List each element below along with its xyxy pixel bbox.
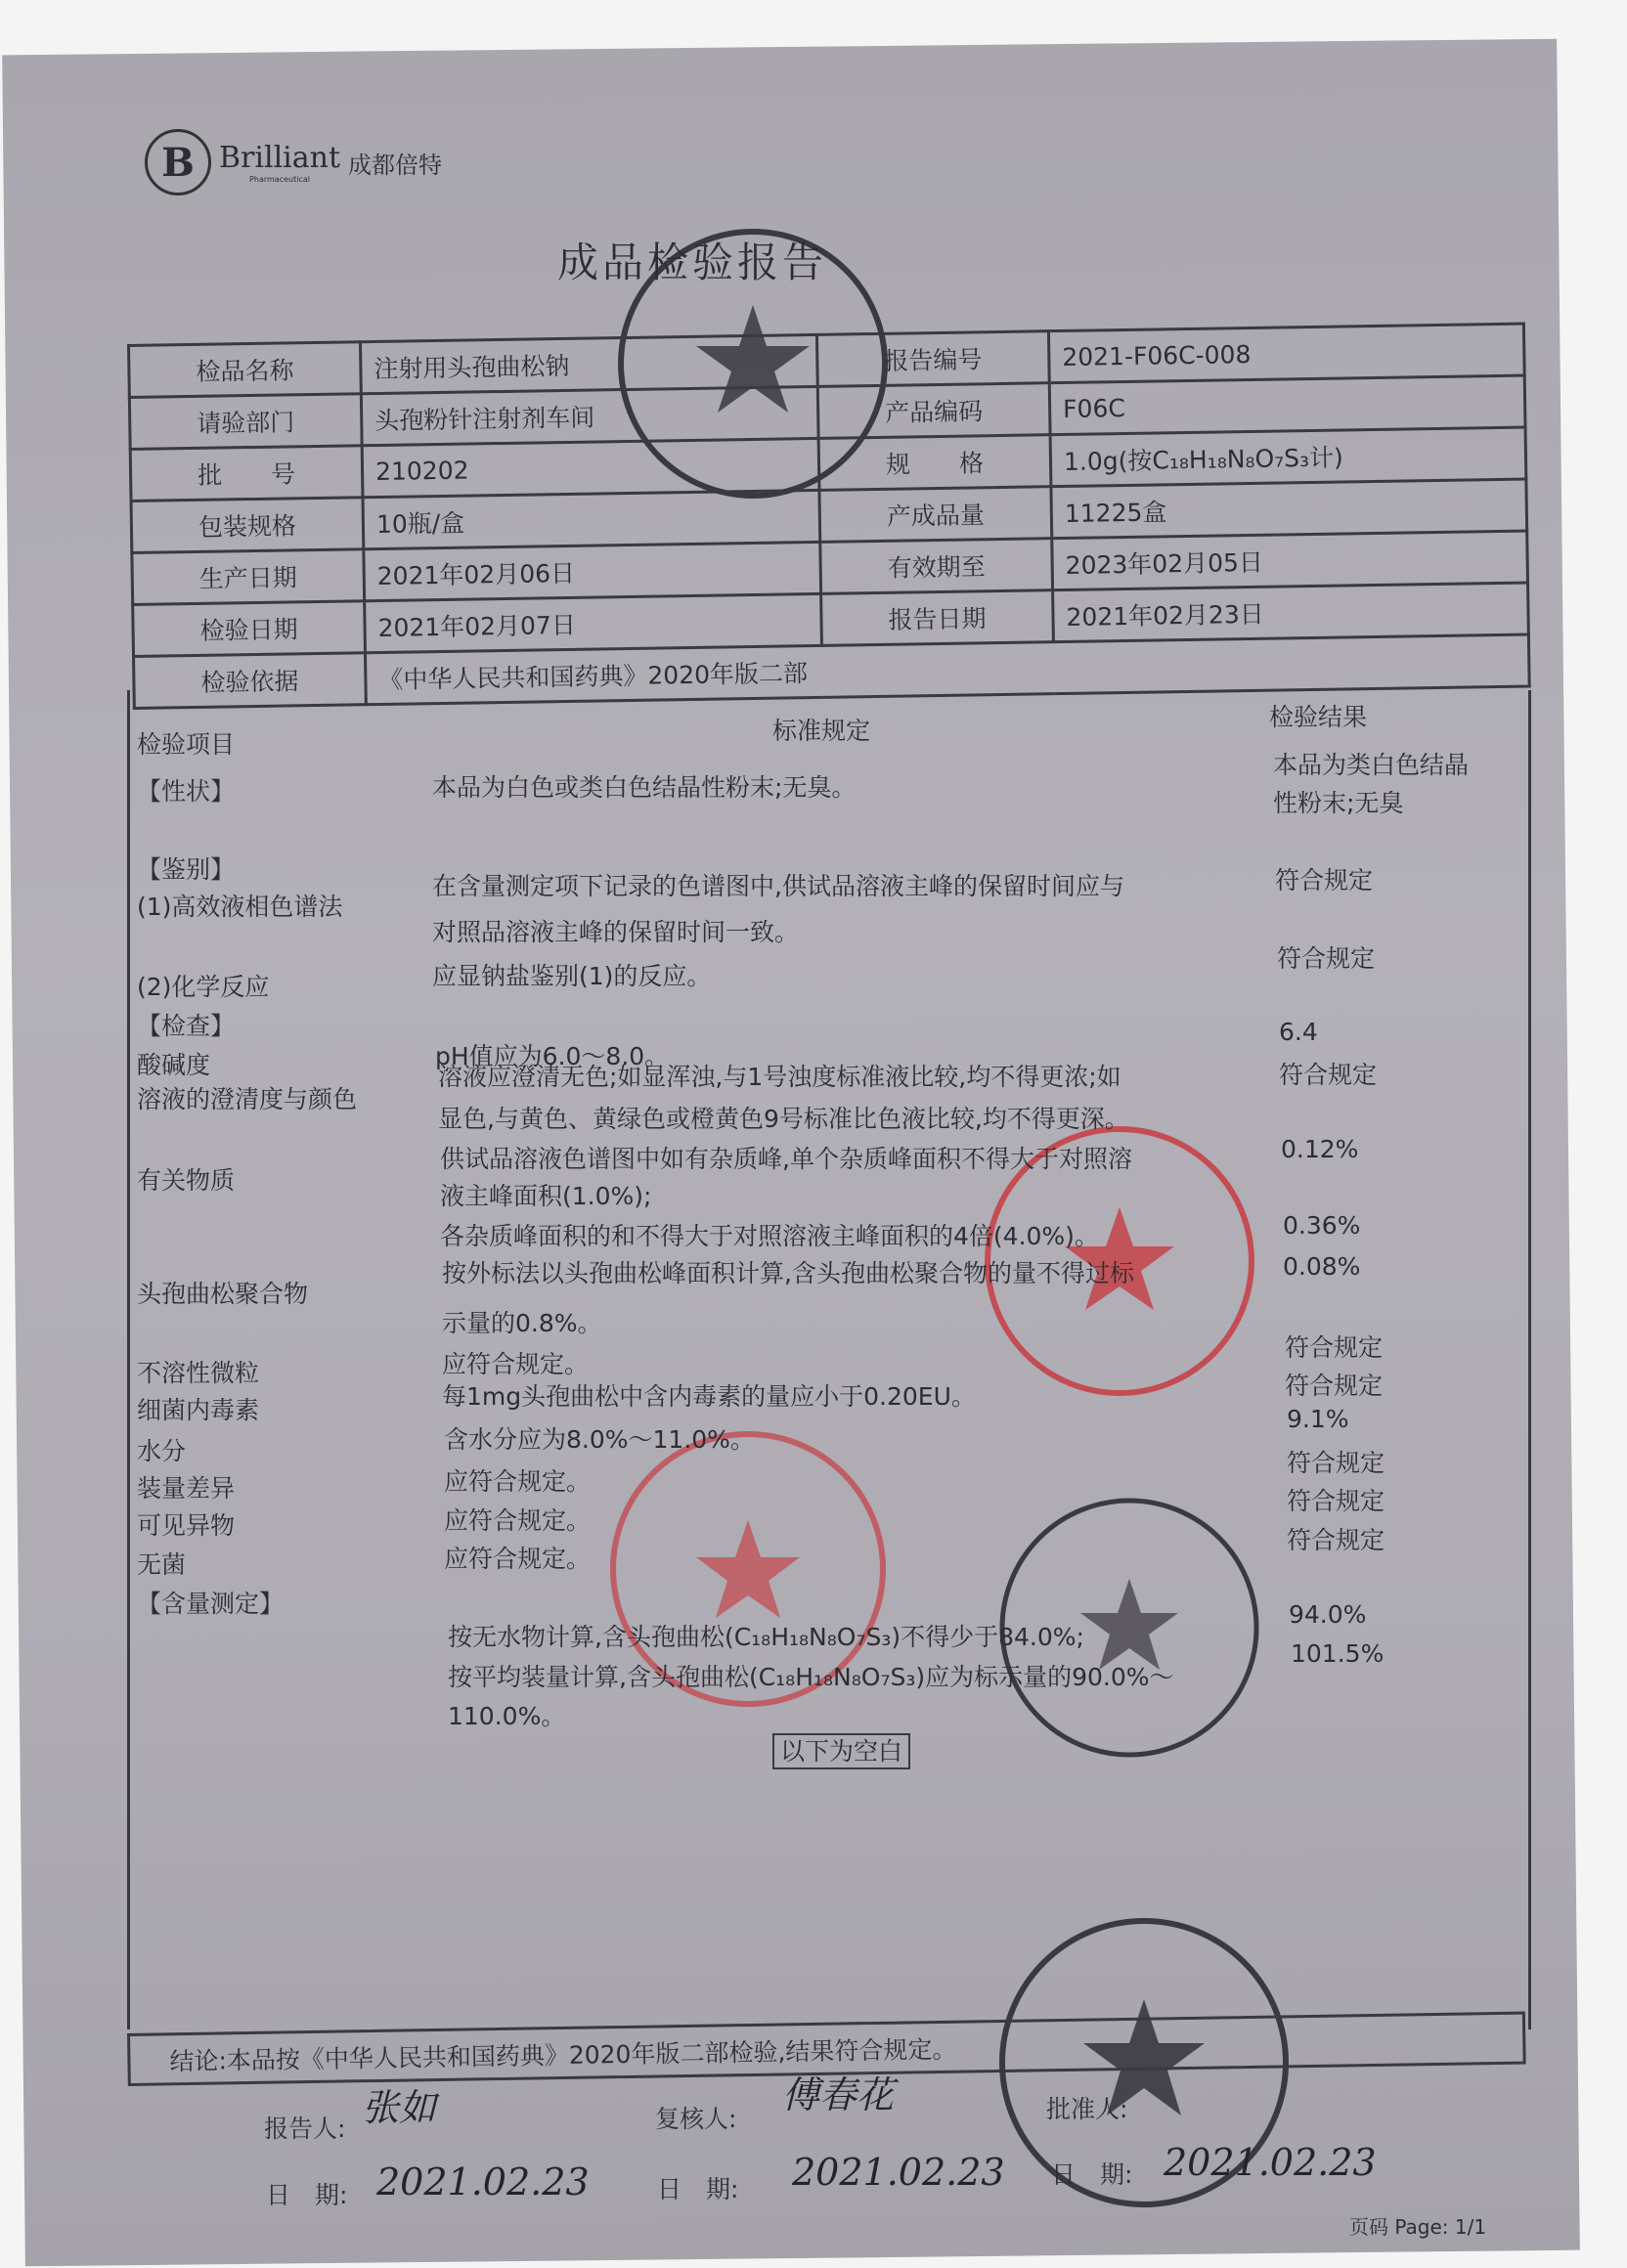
- result: 符合规定: [1287, 1487, 1385, 1515]
- label: 批 号: [130, 446, 363, 502]
- value: 210202: [362, 438, 819, 497]
- item: 头孢曲松聚合物: [137, 1280, 309, 1308]
- standard: 110.0%。: [448, 1702, 566, 1730]
- item: (2)化学反应: [137, 973, 270, 1001]
- star-icon: [696, 1520, 800, 1618]
- value: 2021-F06C-008: [1048, 324, 1524, 383]
- value: 头孢粉针注射剂车间: [361, 386, 818, 445]
- item: 细菌内毒素: [137, 1396, 260, 1424]
- logo-b-icon: B: [145, 129, 211, 196]
- standard: 每1mg头孢曲松中含内毒素的量应小于0.20EU。: [442, 1382, 976, 1411]
- value: 2021年02月23日: [1053, 583, 1529, 642]
- item: 不溶性微粒: [137, 1359, 260, 1387]
- item: 有关物质: [137, 1166, 236, 1195]
- page-number: 页码 Page: 1/1: [1349, 2215, 1487, 2239]
- label: 规 格: [818, 435, 1051, 491]
- reporter-label: 报告人:: [264, 2115, 346, 2143]
- label: 产品编码: [817, 383, 1050, 439]
- label: 检品名称: [129, 342, 362, 398]
- item: 装量差异: [137, 1474, 236, 1503]
- standard: 示量的0.8%。: [442, 1309, 602, 1337]
- standard: 本品为白色或类白色结晶性粉末;无臭。: [432, 773, 857, 802]
- value: 10瓶/盒: [363, 490, 820, 548]
- item: (1)高效液相色谱法: [137, 893, 343, 921]
- brand-name: Brilliant: [219, 141, 341, 175]
- result: 本品为类白色结晶: [1273, 751, 1470, 779]
- result: 9.1%: [1287, 1405, 1349, 1433]
- item: 水分: [137, 1437, 187, 1465]
- value: 2021年02月06日: [364, 542, 821, 600]
- date-label: 日 期:: [657, 2175, 739, 2203]
- brand-sub: Pharmaceutical: [249, 175, 310, 184]
- standard: 按外标法以头孢曲松峰面积计算,含头孢曲松聚合物的量不得过标: [442, 1259, 1134, 1287]
- col-standard: 标准规定: [772, 717, 871, 745]
- result: 符合规定: [1287, 1449, 1385, 1477]
- item: 【鉴别】: [137, 855, 236, 884]
- value: 注射用头孢曲松钠: [360, 334, 817, 393]
- result: 符合规定: [1277, 944, 1376, 973]
- label: 产成品量: [819, 487, 1052, 543]
- result: 符合规定: [1285, 1372, 1384, 1400]
- col-item: 检验项目: [137, 730, 236, 759]
- reporter-date: 2021.02.23: [376, 2160, 590, 2203]
- company-logo: [145, 129, 442, 196]
- brand-cn: 成都倍特: [348, 151, 443, 179]
- result: 0.08%: [1283, 1252, 1361, 1281]
- reporter-signature: 张如: [362, 2086, 437, 2129]
- standard: 对照品溶液主峰的保留时间一致。: [432, 918, 800, 946]
- standard: 应符合规定。: [444, 1506, 592, 1535]
- label: 报告日期: [821, 590, 1054, 646]
- item: 【性状】: [137, 777, 236, 806]
- standard: 应符合规定。: [444, 1545, 592, 1573]
- result: 0.36%: [1283, 1211, 1361, 1240]
- label: 有效期至: [820, 539, 1053, 594]
- result: 0.12%: [1281, 1135, 1359, 1163]
- label: 请验部门: [129, 394, 362, 450]
- value: F06C: [1049, 375, 1525, 435]
- item: 溶液的澄清度与颜色: [137, 1085, 358, 1113]
- approver-date: 2021.02.23: [1164, 2141, 1377, 2184]
- reviewer-signature: 傅春花: [782, 2073, 895, 2116]
- label: 包装规格: [131, 498, 364, 553]
- report-title: 成品检验报告: [557, 239, 828, 286]
- standard: 显色,与黄色、黄绿色或橙黄色9号标准比色液比较,均不得更深。: [438, 1105, 1129, 1133]
- standard: 液主峰面积(1.0%);: [440, 1182, 652, 1210]
- value: 1.0g(按C₁₈H₁₈N₈O₇S₃计): [1050, 427, 1526, 487]
- item: 【含量测定】: [137, 1590, 285, 1618]
- standard: 按无水物计算,含头孢曲松(C₁₈H₁₈N₈O₇S₃)不得少于84.0%;: [448, 1623, 1084, 1651]
- col-result: 检验结果: [1269, 703, 1368, 731]
- result: 符合规定: [1279, 1061, 1378, 1089]
- standard: 溶液应澄清无色;如显浑浊,与1号浊度标准液比较,均不得更浓;如: [438, 1063, 1121, 1091]
- result: 6.4: [1279, 1018, 1318, 1046]
- value: 2021年02月07日: [365, 593, 822, 652]
- date-label: 日 期:: [266, 2181, 348, 2209]
- item: 无菌: [137, 1550, 187, 1579]
- result: 94.0%: [1289, 1600, 1367, 1629]
- result: 符合规定: [1275, 866, 1374, 894]
- value: 2023年02月05日: [1052, 531, 1528, 590]
- standard: 含水分应为8.0%～11.0%。: [444, 1425, 755, 1454]
- label: 生产日期: [132, 549, 365, 605]
- standard: 应符合规定。: [442, 1350, 590, 1378]
- info-table: [127, 323, 1531, 710]
- value: 《中华人民共和国药典》2020年版二部: [365, 634, 1529, 705]
- result: 符合规定: [1287, 1526, 1385, 1554]
- standard: 各杂质峰面积的和不得大于对照溶液主峰面积的4倍(4.0%)。: [440, 1222, 1099, 1250]
- item: 可见异物: [137, 1511, 236, 1540]
- result: 101.5%: [1291, 1639, 1385, 1668]
- standard: 在含量测定项下记录的色谱图中,供试品溶液主峰的保留时间应与: [432, 872, 1124, 900]
- label: 检验依据: [134, 653, 367, 709]
- value: 11225盒: [1051, 479, 1527, 539]
- standard: 按平均装量计算,含头孢曲松(C₁₈H₁₈N₈O₇S₃)应为标示量的90.0%～: [448, 1663, 1174, 1691]
- label: 检验日期: [133, 601, 366, 657]
- reviewer-date: 2021.02.23: [792, 2151, 1005, 2194]
- standard: 供试品溶液色谱图中如有杂质峰,单个杂质峰面积不得大于对照溶: [440, 1145, 1132, 1173]
- date-label: 日 期:: [1051, 2160, 1133, 2189]
- standard: 应显钠盐鉴别(1)的反应。: [432, 962, 712, 990]
- approver-label: 批准人:: [1046, 2095, 1128, 2123]
- conclusion: 结论:本品按《中华人民共和国药典》2020年版二部检验,结果符合规定。: [127, 2012, 1526, 2086]
- label: 报告编号: [816, 331, 1049, 387]
- result: 性粉末;无臭: [1273, 789, 1404, 817]
- standard: pH值应为6.0～8.0。: [435, 1042, 670, 1070]
- reviewer-label: 复核人:: [655, 2105, 737, 2133]
- standard: 应符合规定。: [444, 1467, 592, 1496]
- item: 【检查】: [137, 1012, 236, 1040]
- item: 酸碱度: [137, 1051, 211, 1079]
- blank-note: 以下为空白: [772, 1733, 910, 1769]
- star-icon: [1080, 1579, 1178, 1670]
- result: 符合规定: [1285, 1333, 1384, 1362]
